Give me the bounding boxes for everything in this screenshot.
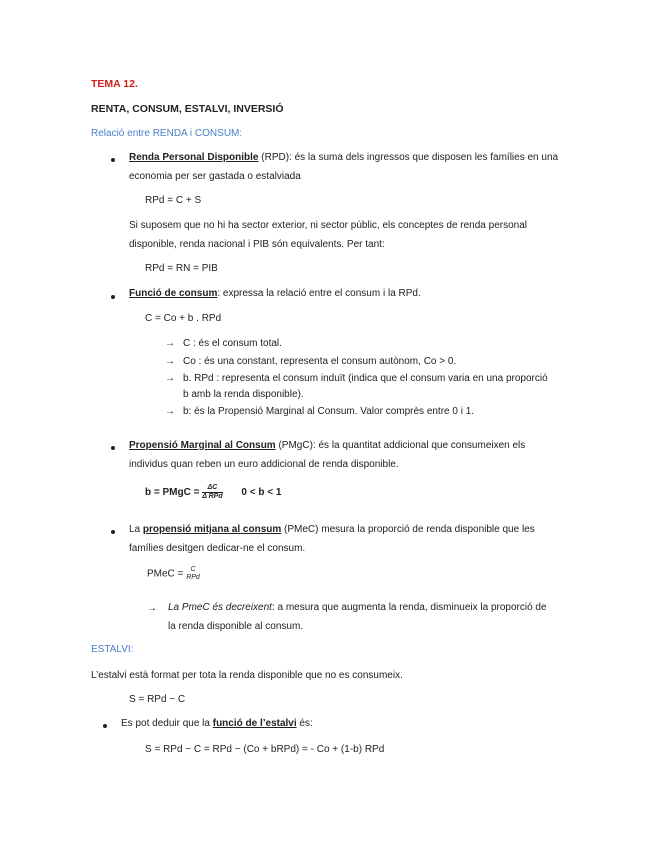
rpd-paragraph-line2: disponible, renda nacional i PIB són equivalents. Per tant:: [129, 239, 385, 250]
pmec-prefix: La: [129, 524, 143, 535]
pmec-text-line2: famílies desitgen dedicar-ne el consum.: [129, 543, 306, 554]
rpd-text: (RPD): és la suma dels ingressos que disposen les famílies en una: [258, 152, 559, 163]
pmec-note: [168, 598, 566, 636]
pmgc-term: Propensió Marginal al Consum: [129, 440, 276, 451]
arrow-icon: →: [165, 338, 175, 349]
fraction: [186, 566, 200, 582]
formula-pmgc-left: b = PMgC =: [145, 487, 200, 499]
arrow-icon: →: [165, 356, 175, 367]
page-subtitle: RENTA, CONSUM, ESTALVI, INVERSIÓ: [91, 103, 284, 115]
consum-item: C : és el consum total.: [183, 338, 282, 349]
consum-item-cont: b amb la renda disponible).: [183, 389, 304, 400]
consum-term: Funció de consum: [129, 288, 218, 299]
pmec-text: (PMeC) mesura la proporció de renda disponible que les: [281, 524, 535, 535]
arrow-icon: →: [147, 603, 157, 614]
formula-pmgc-range: 0 < b < 1: [241, 487, 282, 499]
rpd-definition: [129, 148, 565, 186]
pmec-term: propensió mitjana al consum: [142, 524, 282, 535]
pmgc-text-line2: individus quan reben un euro addicional de renda disponible.: [129, 459, 399, 470]
arrow-icon: →: [165, 373, 175, 384]
pmec-definition: [129, 520, 565, 558]
consum-item: Co : és una constant, representa el consum autònom, Co > 0.: [183, 356, 457, 367]
formula-rpd-rn-pib: RPd = RN = PIB: [145, 263, 218, 274]
fraction-denominator: RPd: [186, 574, 200, 581]
fraction: [202, 484, 222, 501]
bullet-dot: [111, 530, 115, 534]
estalvi-prefix: Es pot deduir que la: [121, 718, 213, 729]
rpd-term: Renda Personal Disponible: [129, 152, 259, 163]
bullet-dot: [111, 158, 115, 162]
arrow-icon: →: [165, 406, 175, 417]
formula-rpd: RPd = C + S: [145, 195, 202, 206]
estalvi-function-text: [121, 718, 313, 729]
pmgc-text: (PMgC): és la quantitat addicional que consumeixen els: [275, 440, 526, 451]
pmec-note-text: : a mesura que augmenta la renda, disminueix la proporció de: [271, 602, 547, 613]
estalvi-rest: és:: [296, 718, 313, 729]
formula-estalvi: S = RPd − C: [129, 694, 186, 705]
section-heading-estalvi: ESTALVI:: [91, 644, 134, 655]
formula-pmec-left: PMeC =: [147, 568, 184, 580]
consum-definition: [129, 288, 421, 299]
pmgc-definition: [129, 436, 565, 474]
fraction-numerator: C: [190, 566, 196, 573]
page-title: TEMA 12.: [91, 78, 138, 90]
pmec-note-line2: la renda disponible al consum.: [168, 621, 304, 632]
rpd-paragraph: [129, 216, 565, 254]
fraction-denominator: Δ RPd: [202, 493, 223, 500]
formula-pmgc: [145, 484, 281, 501]
pmec-note-italic: La PmeC és decreixent: [168, 602, 272, 613]
bullet-dot: [111, 295, 115, 299]
fraction-numerator: ΔC: [202, 484, 222, 493]
rpd-text-line2: economia per ser gastada o estalviada: [129, 171, 301, 182]
consum-item: b. RPd : representa el consum induït (indica que el consum varia en una proporció: [183, 373, 548, 384]
formula-estalvi-function: S = RPd − C = RPd − (Co + bRPd) = - Co + (1-b) RPd: [145, 744, 385, 755]
consum-item: b: és la Propensió Marginal al Consum. Valor comprès entre 0 i 1.: [183, 406, 475, 417]
bullet-dot: [111, 446, 115, 450]
consum-text: : expressa la relació entre el consum i la RPd.: [217, 288, 421, 299]
section-heading-renda-consum: Relació entre RENDA i CONSUM:: [91, 128, 243, 139]
estalvi-term: funció de l’estalvi: [212, 718, 297, 729]
formula-pmec: [147, 566, 200, 582]
bullet-dot: [103, 724, 107, 728]
estalvi-paragraph: L’estalvi està format per tota la renda disponible que no es consumeix.: [91, 670, 403, 681]
rpd-paragraph-line1: Si suposem que no hi ha sector exterior, ni sector públic, els conceptes de renda personal: [129, 220, 528, 231]
formula-consum: C = Co + b . RPd: [145, 313, 222, 324]
